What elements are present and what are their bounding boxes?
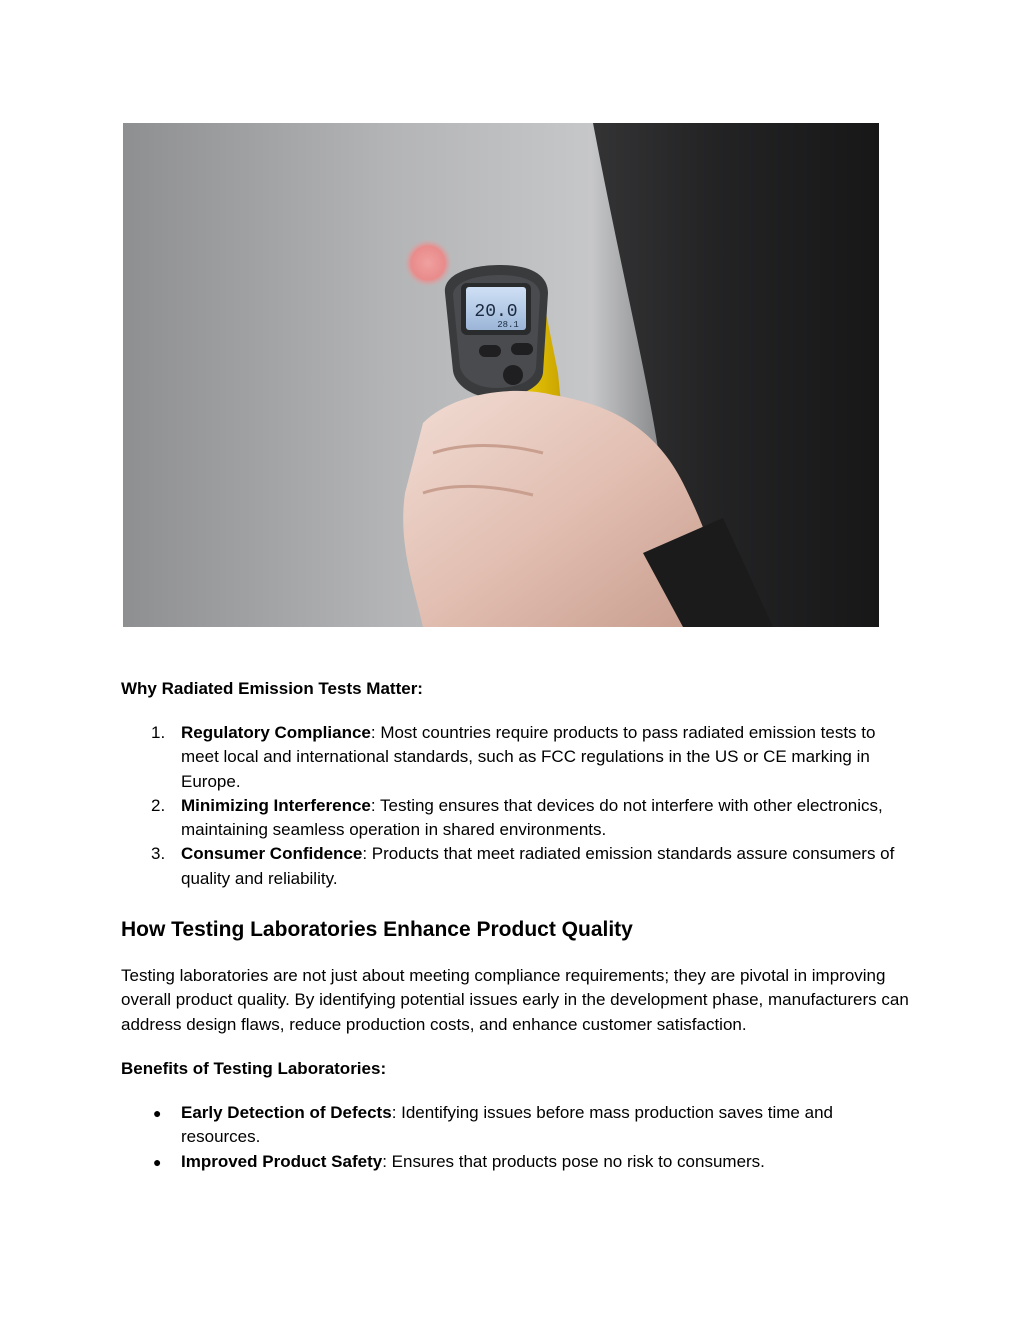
list-item-term: Regulatory Compliance xyxy=(181,723,371,742)
list-item xyxy=(121,721,911,794)
article-content xyxy=(121,677,911,1174)
list-item-text: : Identifying issues before mass production saves time and resources. xyxy=(181,1102,833,1147)
section-heading-testing-labs: How Testing Laboratories Enhance Product Quality xyxy=(121,918,633,942)
infrared-thermometer-photo xyxy=(123,123,879,627)
list-number: 3. xyxy=(151,844,166,864)
bullet-icon: ● xyxy=(153,1104,162,1121)
list-number: 2. xyxy=(151,795,166,815)
section-subheading-benefits: Benefits of Testing Laboratories: xyxy=(121,1058,387,1078)
list-item-term: Improved Product Safety xyxy=(181,1151,383,1171)
list-item-term: Consumer Confidence xyxy=(181,844,363,864)
numbered-list-why xyxy=(121,721,911,891)
list-item-text: : Ensures that products pose no risk to consumers. xyxy=(382,1151,765,1171)
list-item-text: : Testing ensures that devices do not interfere with other electronics, maintaining seamless operation in shared environments. xyxy=(181,795,883,840)
list-item-term: Early Detection of Defects xyxy=(181,1102,392,1122)
body-paragraph: Testing laboratories are not just about meeting compliance requirements; they are pivotal in improving overall product quality. By identifying potential issues early in the development phase, manufacturers can address design flaws, reduce production costs, and enhance customer satisfaction. xyxy=(121,966,909,1034)
svg-text:28.1: 28.1 xyxy=(497,320,519,330)
section-subheading-why: Why Radiated Emission Tests Matter: xyxy=(121,679,423,698)
bullet-list-benefits xyxy=(121,1101,911,1174)
list-item xyxy=(121,794,911,843)
list-item-term: Minimizing Interference xyxy=(181,795,371,815)
bullet-icon: ● xyxy=(153,1153,162,1170)
list-item xyxy=(121,842,911,891)
list-item-text: : Products that meet radiated emission standards assure consumers of quality and reliability. xyxy=(181,844,895,888)
list-item xyxy=(121,1150,911,1174)
svg-text:20.0: 20.0 xyxy=(474,302,518,322)
list-item xyxy=(121,1101,911,1150)
list-item-text: : Most countries require products to pass radiated emission tests to meet local and international standards, such as FCC regulations in the US or CE marking in Europe. xyxy=(181,723,876,791)
list-number: 1. xyxy=(151,723,166,742)
